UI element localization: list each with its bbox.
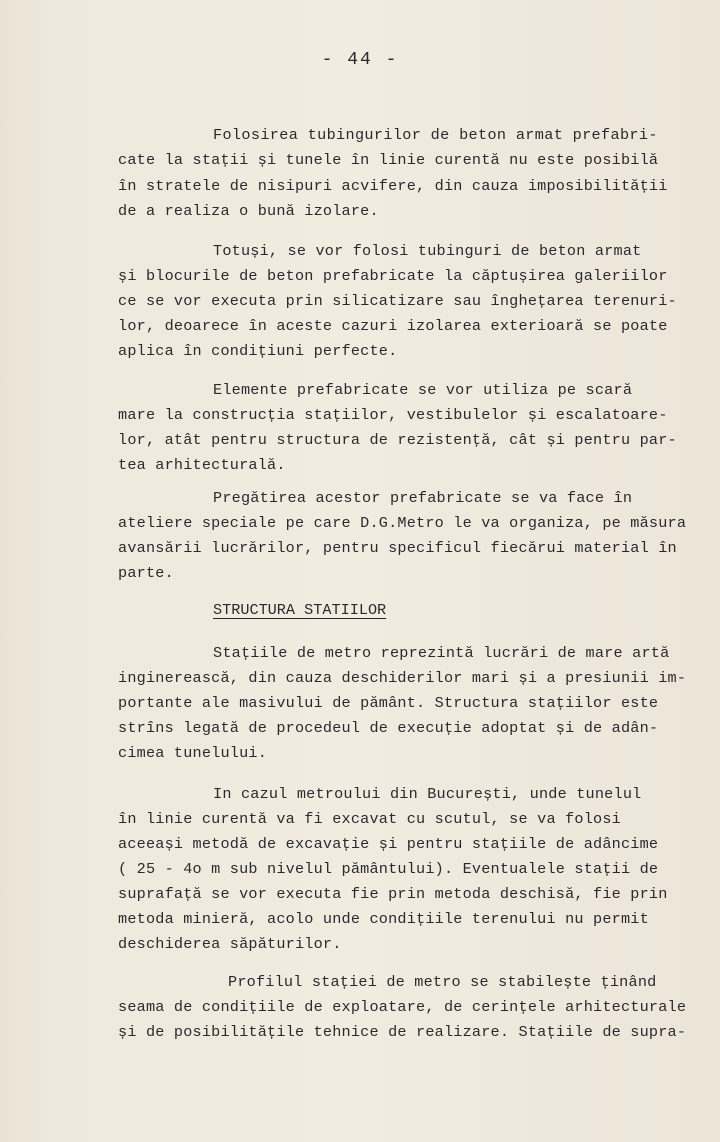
text-line: strîns legată de procedeul de execuție adoptat și de adân- [118, 719, 659, 737]
text-line: și blocurile de beton prefabricate la căptușirea galeriilor [118, 267, 668, 285]
text-line: Profilul stației de metro se stabilește ținând [228, 973, 657, 991]
text-line: Folosirea tubingurilor de beton armat prefabri- [213, 126, 658, 144]
text-line: de a realiza o bună izolare. [118, 202, 379, 220]
text-line: suprafață se vor executa fie prin metoda deschisă, fie prin [118, 885, 668, 903]
text-line: portante ale masivului de pământ. Structura stațiilor este [118, 694, 659, 712]
text-line: și de posibilitățile tehnice de realizare. Stațiile de supra- [118, 1023, 687, 1041]
text-line: aceeași metodă de excavație și pentru stațiile de adâncime [118, 835, 659, 853]
text-line: în stratele de nisipuri acvifere, din cauza imposibilității [118, 177, 668, 195]
text-line: avansării lucrărilor, pentru specificul fiecărui material în [118, 539, 677, 557]
text-line: tea arhitecturală. [118, 456, 286, 474]
text-line: mare la construcția stațiilor, vestibulelor și escalatoare- [118, 406, 668, 424]
text-line: ( 25 - 4o m sub nivelul pământului). Eventualele stații de [118, 860, 659, 878]
text-line: seama de condițiile de exploatare, de cerințele arhitecturale [118, 998, 687, 1016]
text-line: Elemente prefabricate se vor utiliza pe scară [213, 381, 633, 399]
text-line: lor, deoarece în aceste cazuri izolarea exterioară se poate [118, 317, 668, 335]
section-heading: STRUCTURA STATIILOR [213, 601, 387, 619]
text-line: Totuși, se vor folosi tubinguri de beton armat [213, 242, 642, 260]
text-line: In cazul metroului din București, unde tunelul [213, 785, 642, 803]
text-line: Pregătirea acestor prefabricate se va face în [213, 489, 633, 507]
text-line: în linie curentă va fi excavat cu scutul, se va folosi [118, 810, 621, 828]
text-line: cimea tunelului. [118, 744, 268, 762]
text-line: ce se vor executa prin silicatizare sau înghețarea terenuri- [118, 292, 677, 310]
page-number: - 44 - [321, 50, 399, 70]
text-line: lor, atât pentru structura de rezistență, cât și pentru par- [118, 431, 677, 449]
text-line: Stațiile de metro reprezintă lucrări de mare artă [213, 644, 670, 662]
text-line: inginerească, din cauza deschiderilor mari și a presiunii im- [118, 669, 687, 687]
text-line: ateliere speciale pe care D.G.Metro le va organiza, pe măsura [118, 514, 687, 532]
text-line: aplica în condițiuni perfecte. [118, 342, 398, 360]
text-line: parte. [118, 564, 174, 582]
text-line: deschiderea săpăturilor. [118, 935, 342, 953]
text-line: cate la stații și tunele în linie curentă nu este posibilă [118, 151, 659, 169]
text-line: metoda minieră, acolo unde condițiile terenului nu permit [118, 910, 649, 928]
